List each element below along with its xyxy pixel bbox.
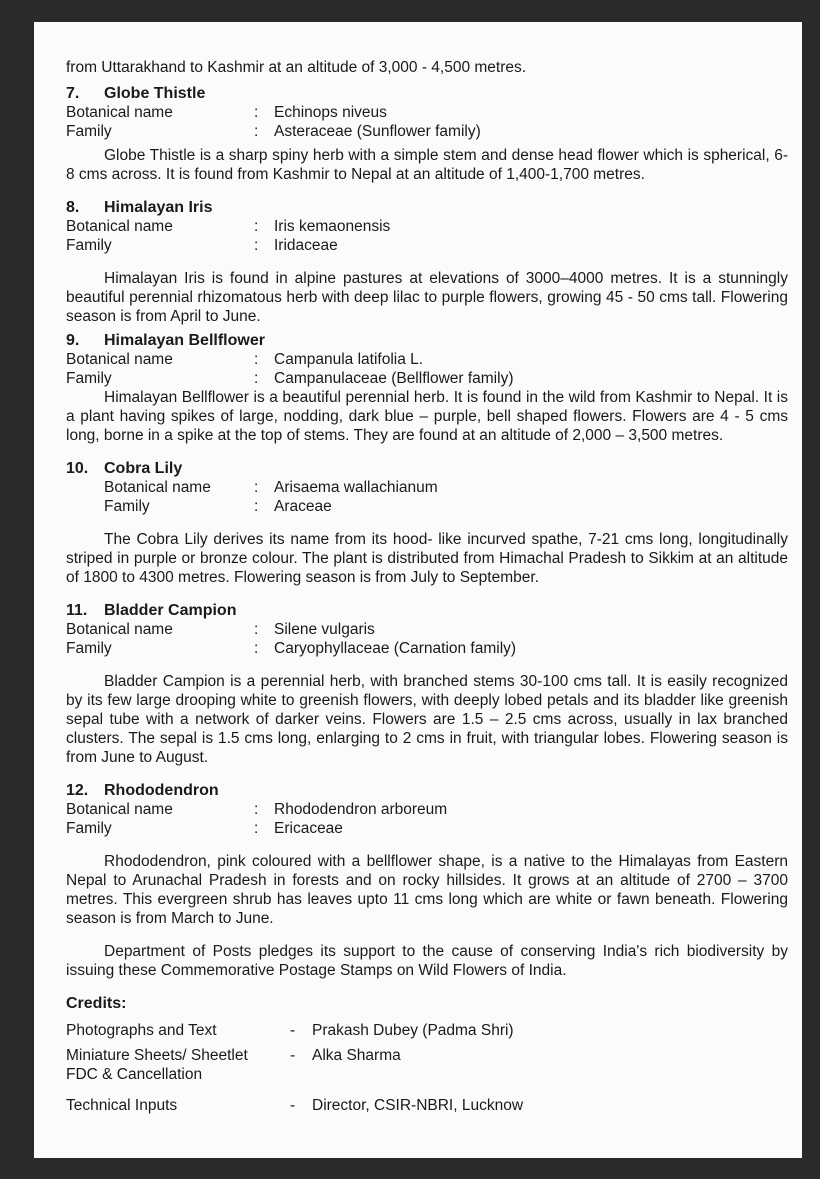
entry-description: Globe Thistle is a sharp spiny herb with a simple stem and dense head flower which is spherical, 6-8 cms across. It is found from Kashmir to Nepal at an altitude of 1,400-1,700 metres. [66, 147, 788, 183]
family-value: Ericaceae [274, 820, 343, 837]
document-content [66, 58, 788, 1121]
family-row [66, 639, 788, 658]
family-value: Iridaceae [274, 237, 338, 254]
family-row [66, 122, 788, 141]
botanical-label: Botanical name [66, 801, 173, 818]
entry-description: Himalayan Iris is found in alpine pastures at elevations of 3000–4000 metres. It is a stunningly beautiful perennial rhizomatous herb with deep lilac to purple flowers, growing 45 - 50 cms tall. Flowering season is from April to June. [66, 270, 788, 325]
botanical-row [66, 478, 788, 497]
colon: : [254, 123, 259, 140]
botanical-row [66, 800, 788, 819]
credit-role: Miniature Sheets/ Sheetlet FDC & Cancellation [66, 1047, 248, 1083]
entry-title: Bladder Campion [104, 602, 237, 619]
botanical-row [66, 103, 788, 122]
credit-dash: - [290, 1097, 296, 1114]
entry-number: 11. [66, 602, 88, 619]
credit-row [66, 1046, 788, 1084]
botanical-label: Botanical name [66, 218, 173, 235]
entry-heading [66, 331, 788, 350]
family-label: Family [66, 640, 112, 657]
botanical-row [66, 350, 788, 369]
credit-role: Technical Inputs [66, 1097, 178, 1114]
family-label: Family [66, 123, 112, 140]
credit-role: Photographs and Text [66, 1022, 217, 1039]
credit-dash: - [290, 1022, 296, 1039]
entry-title: Globe Thistle [104, 85, 206, 102]
entry-rhododendron [66, 781, 788, 928]
botanical-value: Silene vulgaris [274, 621, 375, 638]
colon: : [254, 621, 259, 638]
entry-heading [66, 781, 788, 800]
entry-globe-thistle [66, 84, 788, 184]
entry-description: Bladder Campion is a perennial herb, with branched stems 30-100 cms tall. It is easily recognized by its few large drooping white to greenish flowers, with deeply lobed petals and its bladder like greenish sepal tube with a network of darker veins. Flowers are 1.5 – 2.5 cms across, usually in lax branched clusters. The sepal is 1.5 cms long, enlarging to 2 cms in fruit, with triangular lobes. Flowering season is from June to August. [66, 673, 788, 766]
entry-number: 10. [66, 460, 89, 477]
entry-heading [66, 198, 788, 217]
family-row [66, 236, 788, 255]
botanical-row [66, 217, 788, 236]
entry-heading [66, 84, 788, 103]
botanical-label: Botanical name [66, 621, 173, 638]
family-value: Campanulaceae (Bellflower family) [274, 370, 514, 387]
botanical-value: Arisaema wallachianum [274, 479, 438, 496]
entry-cobra-lily [66, 459, 788, 587]
colon: : [254, 479, 259, 496]
botanical-label: Botanical name [66, 104, 173, 121]
family-value: Caryophyllaceae (Carnation family) [274, 640, 517, 657]
entry-himalayan-iris [66, 198, 788, 326]
credit-name: Director, CSIR-NBRI, Lucknow [312, 1097, 524, 1114]
botanical-value: Iris kemaonensis [274, 218, 391, 235]
credit-row [66, 1096, 788, 1115]
document-page [34, 22, 802, 1158]
entry-description: Himalayan Bellflower is a beautiful perennial herb. It is found in the wild from Kashmir to Nepal. It is a plant having spikes of large, nodding, dark blue – purple, bell shaped flowers. Flowers are 4 - 5 cms long, borne in a spike at the top of stems. They are found at an altitude of 2,000 – 3,500 metres. [66, 389, 788, 444]
entry-number: 12. [66, 782, 89, 799]
family-label: Family [66, 370, 112, 387]
family-row [66, 369, 788, 388]
family-value: Asteraceae (Sunflower family) [274, 123, 481, 140]
family-label: Family [66, 237, 112, 254]
colon: : [254, 498, 259, 515]
entry-himalayan-bellflower [66, 331, 788, 445]
entry-description: Rhododendron, pink coloured with a bellflower shape, is a native to the Himalayas from Eastern Nepal to Arunachal Pradesh in forests and on rocky hillsides. It grows at an altitude of 2700 – 3700 metres. This evergreen shrub has leaves upto 11 cms long which are white or fawn beneath. Flowering season is from March to June. [66, 853, 788, 927]
entry-bladder-campion [66, 601, 788, 767]
family-row [66, 497, 788, 516]
entry-title: Cobra Lily [104, 460, 183, 477]
entry-number: 8. [66, 199, 80, 216]
credits-heading: Credits: [66, 995, 127, 1012]
family-value: Araceae [274, 498, 332, 515]
botanical-row [66, 620, 788, 639]
colon: : [254, 218, 259, 235]
colon: : [254, 104, 259, 121]
entry-heading [66, 459, 788, 478]
botanical-label: Botanical name [66, 351, 173, 368]
entry-heading [66, 601, 788, 620]
colon: : [254, 237, 259, 254]
botanical-value: Rhododendron arboreum [274, 801, 448, 818]
credit-row [66, 1021, 788, 1040]
family-label: Family [66, 820, 112, 837]
entry-title: Himalayan Bellflower [104, 332, 265, 349]
entry-number: 7. [66, 85, 80, 102]
botanical-value: Campanula latifolia L. [274, 351, 424, 368]
credit-name: Alka Sharma [312, 1047, 401, 1064]
colon: : [254, 351, 259, 368]
entry-title: Himalayan Iris [104, 199, 213, 216]
family-label: Family [104, 498, 150, 515]
colon: : [254, 640, 259, 657]
credit-dash: - [290, 1047, 296, 1064]
colon: : [254, 370, 259, 387]
entry-title: Rhododendron [104, 782, 219, 799]
credit-name: Prakash Dubey (Padma Shri) [312, 1022, 514, 1039]
colon: : [254, 801, 259, 818]
intro-line: from Uttarakhand to Kashmir at an altitude of 3,000 - 4,500 metres. [66, 59, 527, 76]
closing-paragraph: Department of Posts pledges its support to the cause of conserving India's rich biodiversity by issuing these Commemorative Postage Stamps on Wild Flowers of India. [66, 943, 788, 979]
colon: : [254, 820, 259, 837]
botanical-value: Echinops niveus [274, 104, 387, 121]
family-row [66, 819, 788, 838]
botanical-label: Botanical name [104, 479, 211, 496]
entry-description: The Cobra Lily derives its name from its hood- like incurved spathe, 7-21 cms long, longitudinally striped in purple or bronze colour. The plant is distributed from Himachal Pradesh to Sikkim at an altitude of 1800 to 4300 metres. Flowering season is from July to September. [66, 531, 788, 586]
entry-number: 9. [66, 332, 80, 349]
